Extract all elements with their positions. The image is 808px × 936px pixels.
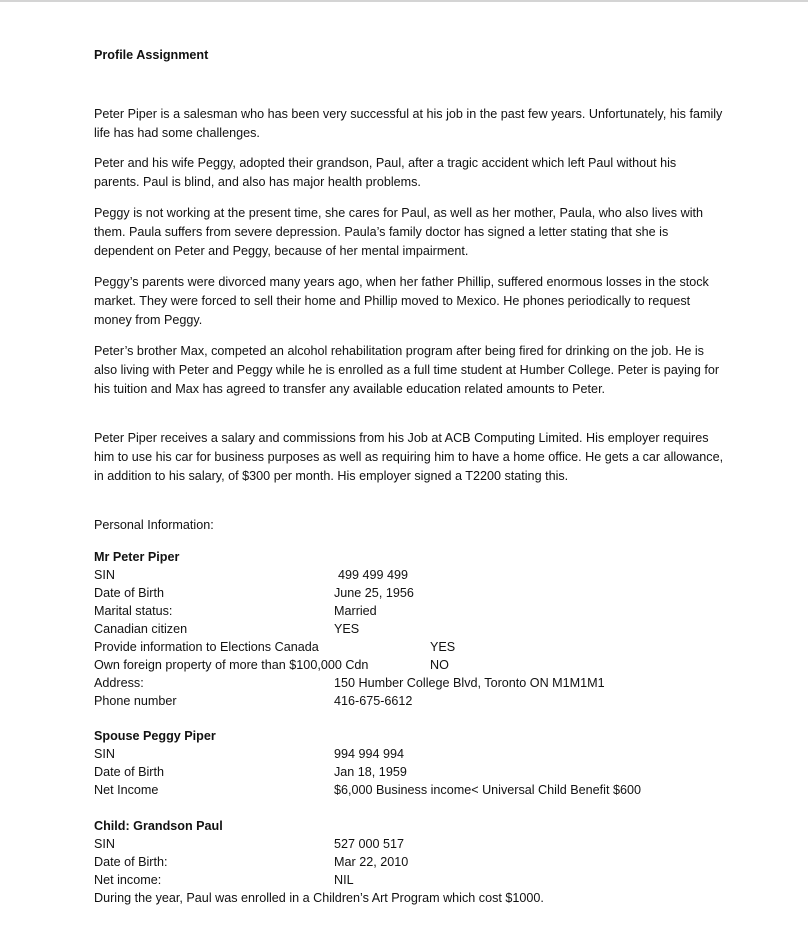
info-row-elections	[94, 638, 724, 656]
row-value: 150 Humber College Blvd, Toronto ON M1M1M1	[334, 676, 605, 690]
row-value: NIL	[334, 873, 354, 887]
row-value: YES	[334, 622, 360, 636]
row-label: Date of Birth	[94, 586, 164, 600]
section-title: Mr Peter Piper	[94, 550, 180, 564]
section-peter	[94, 548, 724, 710]
row-value: YES	[430, 640, 456, 654]
info-row-marital	[94, 602, 724, 620]
info-row-citizen	[94, 620, 724, 638]
row-label: SIN	[94, 747, 115, 761]
info-row-phone	[94, 692, 724, 710]
info-row-sin	[94, 835, 724, 853]
info-row-net-income	[94, 871, 724, 889]
row-label: SIN	[94, 568, 115, 582]
paragraph-intro: Peter Piper is a salesman who has been very successful at his job in the past few years. Unfortunately, his family life has had some challenges.	[94, 107, 723, 140]
personal-info-label: Personal Information:	[94, 518, 214, 532]
row-label: Marital status:	[94, 604, 173, 618]
paul-art-program-note: During the year, Paul was enrolled in a Children’s Art Program which cost $1000.	[94, 891, 544, 905]
row-label: Address:	[94, 676, 144, 690]
section-title: Child: Grandson Paul	[94, 819, 223, 833]
row-value: Mar 22, 2010	[334, 855, 409, 869]
section-paul	[94, 817, 724, 889]
row-label: Phone number	[94, 694, 177, 708]
info-row-dob	[94, 853, 724, 871]
info-row-sin	[94, 745, 724, 763]
document-title: Profile Assignment	[94, 48, 209, 62]
row-value: $6,000 Business income< Universal Child Benefit $600	[334, 783, 641, 797]
row-value: June 25, 1956	[334, 586, 414, 600]
row-label: Provide information to Elections Canada	[94, 640, 319, 654]
row-value: Married	[334, 604, 377, 618]
info-row-address	[94, 674, 724, 692]
paragraph-max: Peter’s brother Max, competed an alcohol rehabilitation program after being fired for drinking on the job. He is also living with Peter and Peggy while he is enrolled as a full time student at Humber College. Peter is paying for his tuition and Max has agreed to transfer any available education related amounts to Peter.	[94, 344, 720, 396]
paragraph-adoption: Peter and his wife Peggy, adopted their grandson, Paul, after a tragic accident which left Paul without his parents. Paul is blind, and also has major health problems.	[94, 156, 677, 189]
row-label: Net Income	[94, 783, 159, 797]
row-value: Jan 18, 1959	[334, 765, 407, 779]
info-row-dob	[94, 763, 724, 781]
row-label: Own foreign property of more than $100,000 Cdn	[94, 658, 369, 672]
row-value: NO	[430, 658, 449, 672]
paragraph-peggy: Peggy is not working at the present time, she cares for Paul, as well as her mother, Paula, who also lives with them. Paula suffers from severe depression. Paula’s family doctor has signed a letter stating that she is dependent on Peter and Peggy, because of her mental impairment.	[94, 206, 703, 258]
paragraph-parents: Peggy’s parents were divorced many years ago, when her father Phillip, suffered enormous losses in the stock market. They were forced to sell their home and Phillip moved to Mexico. He phones periodically to request money from Peggy.	[94, 275, 709, 327]
row-value: 527 000 517	[334, 837, 405, 851]
section-peggy	[94, 727, 724, 799]
top-border	[0, 0, 808, 2]
row-value: 499 499 499	[338, 568, 409, 582]
row-label: Canadian citizen	[94, 622, 188, 636]
info-row-foreign-property	[94, 656, 724, 674]
row-label: Date of Birth:	[94, 855, 168, 869]
row-label: Net income:	[94, 873, 162, 887]
paragraph-employment: Peter Piper receives a salary and commissions from his Job at ACB Computing Limited. His employer requires him to use his car for business purposes as well as requiring him to have a home office. He gets a car allowance, in addition to his salary, of $300 per month. His employer signed a T2200 stating this.	[94, 431, 724, 483]
info-row-sin	[94, 566, 724, 584]
row-label: SIN	[94, 837, 115, 851]
row-value: 994 994 994	[334, 747, 405, 761]
section-title: Spouse Peggy Piper	[94, 729, 216, 743]
info-row-dob	[94, 584, 724, 602]
row-label: Date of Birth	[94, 765, 164, 779]
row-value: 416-675-6612	[334, 694, 413, 708]
info-row-net-income	[94, 781, 724, 799]
